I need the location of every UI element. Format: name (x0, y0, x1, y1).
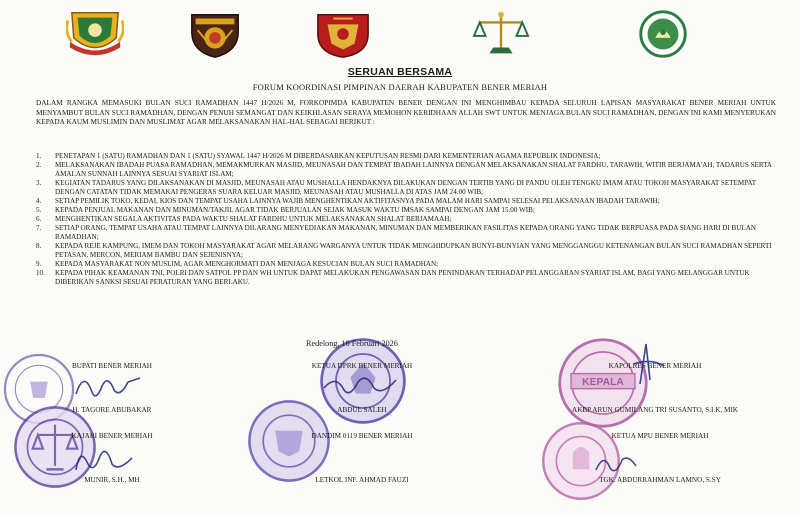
item-text: SETIAP PEMILIK TOKO, KEDAI, KIOS DAN TEMPAT USAHA LAINNYA WAJIB MENGHENTIKAN AKTIFITASNYA PADA MALAM HARI SAMPAI SELESAI PELAKSANAAN IBADAH TARAWIH; (55, 196, 660, 205)
item-number: 6. (36, 215, 42, 224)
signatory-title: KAJARI BENER MERIAH (71, 432, 153, 440)
document-title: SERUAN BERSAMA (347, 66, 453, 78)
item-text: PENETAPAN 1 (SATU) RAMADHAN DAN 1 (SATU) SYAWAL 1447 H/2026 M DIBERDASARKAN KEPUTUSAN RESMI DARI KEMENTERIAN AGAMA REPUBLIK INDONESIA; (55, 152, 601, 160)
kajari-signature (70, 440, 140, 476)
list-item (36, 224, 776, 241)
item-text: KEPADA PIHAK KEAMANAN TNI, POLRI DAN SATPOL PP DAN WH UNTUK DAPAT MELAKUKAN PENGAWASAN DAN PENINDAKAN TERHADAP PELANGGARAN SYARIAT ISLAM, BAGI YANG MELANGGAR UNTUK DIBERIKAN SANKSI SESUAI PERATURAN YANG BERLAKU. (55, 269, 750, 286)
signatory-name: LETKOL INF. AHMAD FAUZI (315, 476, 409, 484)
list-item (36, 152, 776, 161)
list-item (36, 197, 776, 206)
document-subtitle: FORUM KOORDINASI PIMPINAN DAERAH KABUPATEN BENER MERIAH (252, 82, 548, 92)
item-text: MELAKSANAKAN IBADAH PUASA RAMADHAN, MEMAKMURKAN MASJID, MEUNASAH DAN TEMPAT IBADAH LAINNYA DENGAN MELAKSANAKAN SHALAT FARDHU, TARAWIH, WITIR BERJAMA'AH, TADARUS SERTA AMALAN SUNNAH LAINNYA SESUAI SYARIAT ISLAM; (55, 161, 772, 178)
religious-affairs-crest-icon (634, 8, 692, 60)
item-number: 10. (36, 269, 45, 278)
signatory-name: H. TAGORE ABUBAKAR (72, 406, 152, 414)
list-item (36, 215, 776, 224)
police-crest-icon (186, 8, 244, 60)
signatory-dandim (282, 432, 442, 484)
dprk-signature (320, 368, 400, 402)
signatory-title: KAPOLRES BENER MERIAH (608, 362, 702, 370)
army-kodim-crest-icon (314, 8, 372, 60)
item-text: KEPADA REJE KAMPUNG, IMEM DAN TOKOH MASYARAKAT AGAR MELARANG WARGANYA UNTUK TIDAK MENGHIDUPKAN BUNYI-BUNYIAN YANG MENGGANGGU KETENANGAN BULAN SUCI RAMADHAN SEPERTI PETASAN, MERCON, MERIAM BAMBU DAN SEJENISNYA; (55, 242, 772, 259)
list-item (36, 269, 776, 286)
item-number: 4. (36, 196, 42, 205)
list-item (36, 206, 776, 215)
item-text: KEGIATAN TADARUS YANG DILAKSANAKAN DI MASJID, MEUNASAH ATAU MUSHALLA HENDAKNYA DILAKUKAN DENGAN TERTIB YANG DI PANDU OLEH TENGKU IMAM ATAU TOKOH MASYARAKAT SETEMPAT DENGAN CATATAN TIDAK MEMAKAI PENGERAS SUARA KELUAR MASJID, MEUNASAH ATAU MUSHALLA DI ATAS JAM 24.00 WIB; (55, 178, 756, 196)
item-text: KEPADA MASYARAKAT NON MUSLIM, AGAR MENGHORMATI DAN MENJAGA KESUCIAN BULAN SUCI RAMADHAN; (55, 259, 439, 268)
mpu-signature (590, 448, 640, 478)
item-number: 3. (36, 178, 42, 187)
prosecutor-scales-crest-icon (472, 8, 530, 60)
item-text: SETIAP ORANG, TEMPAT USAHA ATAU TEMPAT LAINNYA DILARANG MENYEDIAKAN MAKANAN, MINUMAN DAN MEMBERIKAN FASILITAS KEPADA ORANG YANG TIDAK BERPUASA PADA SIANG HARI DI BULAN RAMADHAN; (55, 224, 756, 241)
signatory-title: KETUA MPU BENER MERIAH (611, 432, 709, 440)
kapolres-signature (620, 340, 670, 388)
points-list (36, 152, 776, 287)
item-text: KEPADA PENJUAL MAKANAN DAN MINUMAN/TAKJIL AGAR TIDAK BERJUALAN SEJAK MASUK WAKTU IMSAK SAMPAI DENGAN JAM 15.00 WIB; (55, 205, 535, 214)
list-item (36, 242, 776, 259)
polres-seal-banner: KEPALA (582, 376, 624, 388)
item-number: 2. (36, 161, 42, 170)
logo-row (0, 8, 800, 60)
list-item (36, 260, 776, 269)
place-date: Redelong, 10 Februari 2026 (306, 339, 398, 348)
list-item (36, 161, 776, 178)
signatory-name: ABDUL SALEH (337, 406, 387, 414)
item-text: MENGHENTIKAN SEGALA AKTIVITAS PADA WAKTU SHALAT FARDHU UNTUK MELAKSANAKAN SHALAT BERJAMAAH; (55, 215, 452, 224)
bener-meriah-regency-crest-icon (66, 8, 124, 60)
signatory-name: MUNIR, S.H., MH (84, 476, 140, 484)
signatory-title: BUPATI BENER MERIAH (71, 362, 152, 370)
item-number: 1. (36, 152, 42, 160)
signatory-title: KETUA DPRK BENER MERIAH (311, 362, 413, 370)
signatory-title: DANDIM 0119 BENER MERIAH (311, 432, 413, 440)
item-number: 8. (36, 242, 42, 251)
item-number: 5. (36, 205, 42, 214)
bupati-signature (70, 368, 146, 404)
signatory-name: TGK. ABDURRAHMAN LAMNO, S.SY (599, 476, 721, 484)
item-number: 7. (36, 224, 42, 233)
intro-paragraph: DALAM RANGKA MEMASUKI BULAN SUCI RAMADHAN 1447 H/2026 M, FORKOPIMDA KABUPATEN BENER DENGAN INI MENGHIMBAU KEPADA SELURUH LAPISAN MASYARAKAT BENER MERIAH UNTUK MENYAMBUT BULAN SUCI RAMADHAN, DENGAN PENUH SEMANGAT DAN KEIKHLASAN SERAYA MEMOHON KERIDHAAN ALLAH SWT UNTUK MENJAGA BULAN SUCI RAMADHAN, DENGAN INI KAMI MENYERUKAN KEPADA KAUM MUSLIMIN DAN MUSLIMAT AGAR MELAKSANAKAN HAL-HAL SEBAGAI BERIKUT : (36, 98, 776, 127)
list-item (36, 179, 776, 196)
item-number: 9. (36, 259, 42, 268)
signatory-name: AKBP ARUN GUMILANG TRI SUSANTO, S.I.K, MIK (572, 406, 738, 414)
